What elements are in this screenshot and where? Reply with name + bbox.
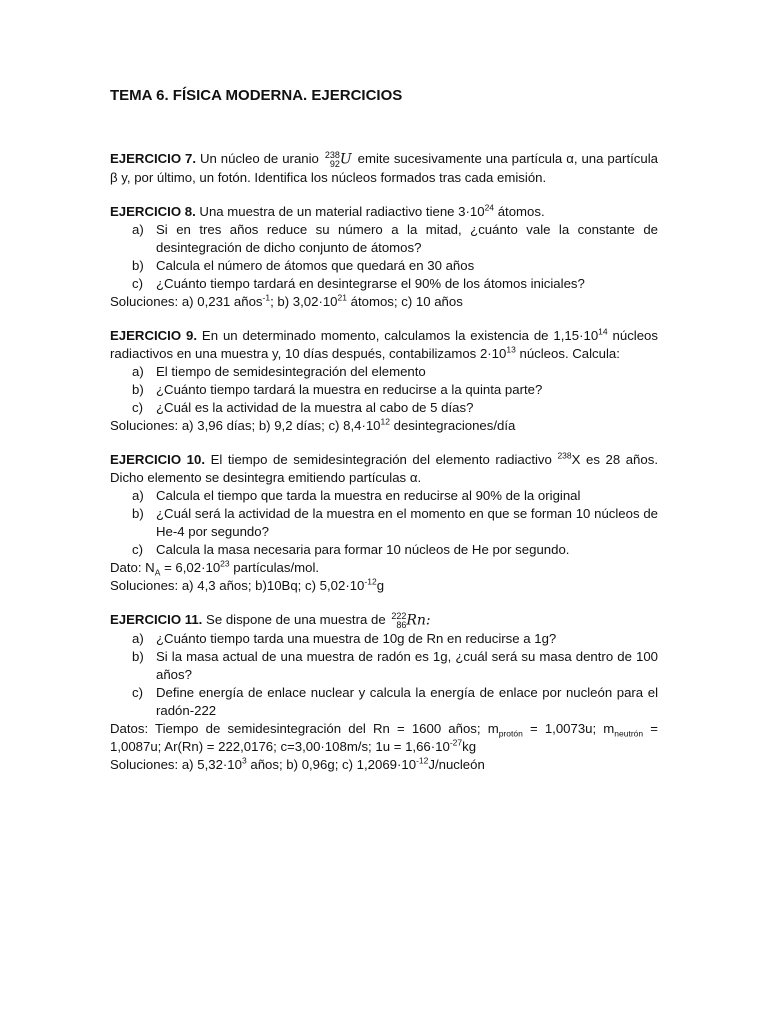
data-subscript: A [154, 567, 161, 578]
solutions-exponent: -1 [262, 292, 271, 303]
solutions-exponent: 3 [241, 755, 247, 766]
data-exponent: -27 [449, 737, 463, 748]
exercise-9-statement [110, 327, 658, 363]
solutions-text: átomos; c) 10 años [350, 293, 463, 309]
exercise-9-question [110, 381, 658, 399]
exercise-8-solutions [110, 293, 658, 311]
data-text: = 1,0087u; Ar(Rn) = 222,0176; c=3,00·108m/s; 1u = 1,66·10 [110, 720, 658, 754]
question-marker: b) [132, 505, 144, 521]
solutions-text: Soluciones: a) 5,32·10 [110, 756, 242, 772]
exercise-7-text-a: Un núcleo de uranio [199, 151, 319, 166]
solutions-exponent: -12 [364, 576, 377, 587]
exercise-10-mass-number: 238 [557, 450, 572, 461]
solutions-text: J/nucleón [428, 756, 485, 772]
exercise-10-question [110, 505, 658, 541]
exercise-10-data [110, 559, 658, 577]
data-subscript: neutrón [614, 728, 644, 739]
exercise-8-statement [110, 203, 658, 221]
exercise-9-intro-exponent: 13 [506, 344, 516, 355]
exercise-11-label: EJERCICIO 11. [110, 611, 203, 627]
question-marker: b) [132, 381, 144, 397]
question-text: Calcula la masa necesaria para formar 10 núcleos de He por segundo. [156, 541, 570, 557]
data-text: kg [462, 738, 477, 754]
exercise-7-text-b: emite sucesivamente una partícula α, una partícula β y, por último, un fotón. Identifica los núcleos formados tras cada emisión. [110, 151, 658, 185]
question-text: Define energía de enlace nuclear y calcula la energía de enlace por nucleón para el radón-222 [156, 684, 658, 718]
data-text: Dato: N [110, 559, 155, 575]
exercise-8-question [110, 221, 658, 257]
exercise-11-question [110, 648, 658, 684]
radon-atomic-number: 86 [396, 619, 407, 630]
solutions-text: Soluciones: a) 0,231 años [110, 293, 263, 309]
exercise-8-question [110, 275, 658, 293]
solutions-text: g [376, 577, 385, 593]
solutions-exponent: -12 [416, 755, 429, 766]
exercise-7-label: EJERCICIO 7. [110, 151, 197, 166]
exercise-10 [110, 451, 658, 595]
exercise-9-solutions [110, 417, 658, 435]
exercise-11-question [110, 684, 658, 720]
page-title: TEMA 6. FÍSICA MODERNA. EJERCICIOS [110, 87, 403, 104]
exercise-9-intro-exponent: 14 [598, 326, 608, 337]
radon-symbol: Rn: [406, 612, 431, 629]
question-text: ¿Cuánto tiempo tarda una muestra de 10g de Rn en reducirse a 1g? [156, 630, 557, 646]
question-marker: b) [132, 648, 144, 664]
question-marker: a) [132, 363, 144, 379]
exercise-11-solutions [110, 756, 658, 774]
exercise-8-intro-a: Una muestra de un material radiactivo tiene 3·10 [199, 203, 485, 219]
exercise-9-questions [110, 363, 658, 417]
exercise-10-label: EJERCICIO 10. [110, 451, 205, 467]
question-text: ¿Cuál será la actividad de la muestra en el momento en que se forman 10 núcleos de He-4 por segundo? [156, 505, 658, 539]
exercise-7-statement [110, 150, 658, 187]
question-marker: a) [132, 221, 144, 237]
question-marker: c) [132, 541, 143, 557]
exercise-8-intro-exponent: 24 [484, 202, 495, 213]
exercise-11 [110, 611, 658, 774]
solutions-text: años; b) 0,96g; c) 1,2069·10 [250, 756, 417, 772]
radon-mass-number: 222 [391, 610, 407, 621]
question-marker: c) [132, 275, 143, 291]
question-marker: a) [132, 487, 144, 503]
exercise-9-intro-c: núcleos. Calcula: [519, 345, 620, 361]
radon-nucleus [391, 611, 430, 630]
exercise-11-questions [110, 630, 658, 720]
solutions-text: desintegraciones/día [393, 417, 516, 433]
data-text: Datos: Tiempo de semidesintegración del Rn = 1600 años; m [110, 720, 499, 736]
question-text: Si la masa actual de una muestra de radón es 1g, ¿cuál será su masa dentro de 100 años? [156, 648, 658, 682]
solutions-text: ; b) 3,02·10 [270, 293, 338, 309]
uranium-atomic-number: 92 [329, 158, 340, 169]
uranium-symbol: U [339, 151, 352, 168]
exercise-8-questions [110, 221, 658, 293]
exercise-10-statement [110, 451, 658, 487]
exercise-10-intro-a: El tiempo de semidesintegración del elemento radiactivo [210, 451, 552, 467]
data-text: = 6,02·10 [164, 559, 221, 575]
exercise-9-intro-a: En un determinado momento, calculamos la existencia de 1,15·10 [201, 327, 599, 343]
exercise-11-data [110, 720, 658, 756]
exercise-8-intro-b: átomos. [497, 203, 545, 219]
exercise-11-intro: Se dispone de una muestra de [206, 611, 386, 627]
solutions-exponent: 21 [337, 292, 347, 303]
question-marker: c) [132, 399, 143, 415]
solutions-exponent: 12 [380, 416, 390, 427]
exercise-10-intro-b: X es 28 años. Dicho elemento se desintegra emitiendo partículas α. [110, 451, 658, 485]
data-text: = 1,0073u; m [529, 720, 615, 736]
uranium-nucleus [325, 150, 352, 169]
uranium-mass-number: 238 [324, 149, 340, 160]
question-text: ¿Cuánto tiempo tardará la muestra en reducirse a la quinta parte? [156, 381, 543, 397]
exercise-9-intro-b: núcleos radiactivos en una muestra y, 10 días después, contabilizamos 2·10 [110, 327, 658, 361]
question-text: Si en tres años reduce su número a la mitad, ¿cuánto vale la constante de desintegración de dicho conjunto de átomos? [156, 221, 658, 255]
exercise-10-solutions [110, 577, 658, 595]
exercise-8-label: EJERCICIO 8. [110, 203, 196, 219]
exercise-9-label: EJERCICIO 9. [110, 327, 197, 343]
question-marker: c) [132, 684, 143, 700]
data-text: partículas/mol. [233, 559, 320, 575]
question-text: El tiempo de semidesintegración del elemento [156, 363, 426, 379]
question-text: Calcula el tiempo que tarda la muestra en reducirse al 90% de la original [156, 487, 581, 503]
exercise-8-question [110, 257, 658, 275]
question-text: ¿Cuál es la actividad de la muestra al cabo de 5 días? [156, 399, 474, 415]
exercise-9-question [110, 399, 658, 417]
question-text: Calcula el número de átomos que quedará en 30 años [156, 257, 475, 273]
exercise-10-question [110, 541, 658, 559]
question-marker: a) [132, 630, 144, 646]
exercise-9-question [110, 363, 658, 381]
exercise-7 [110, 150, 658, 187]
document-content [110, 86, 658, 790]
exercise-10-question [110, 487, 658, 505]
exercise-8 [110, 203, 658, 311]
question-marker: b) [132, 257, 144, 273]
data-subscript: protón [498, 728, 523, 739]
solutions-text: Soluciones: a) 3,96 días; b) 9,2 días; c) 8,4·10 [110, 417, 381, 433]
question-text: ¿Cuánto tiempo tardará en desintegrarse el 90% de los átomos iniciales? [156, 275, 585, 291]
exercise-10-questions [110, 487, 658, 559]
exercise-11-question [110, 630, 658, 648]
solutions-text: Soluciones: a) 4,3 años; b)10Bq; c) 5,02·10 [110, 577, 365, 593]
exercise-9 [110, 327, 658, 435]
exercise-11-statement [110, 611, 658, 630]
data-exponent: 23 [220, 558, 230, 569]
